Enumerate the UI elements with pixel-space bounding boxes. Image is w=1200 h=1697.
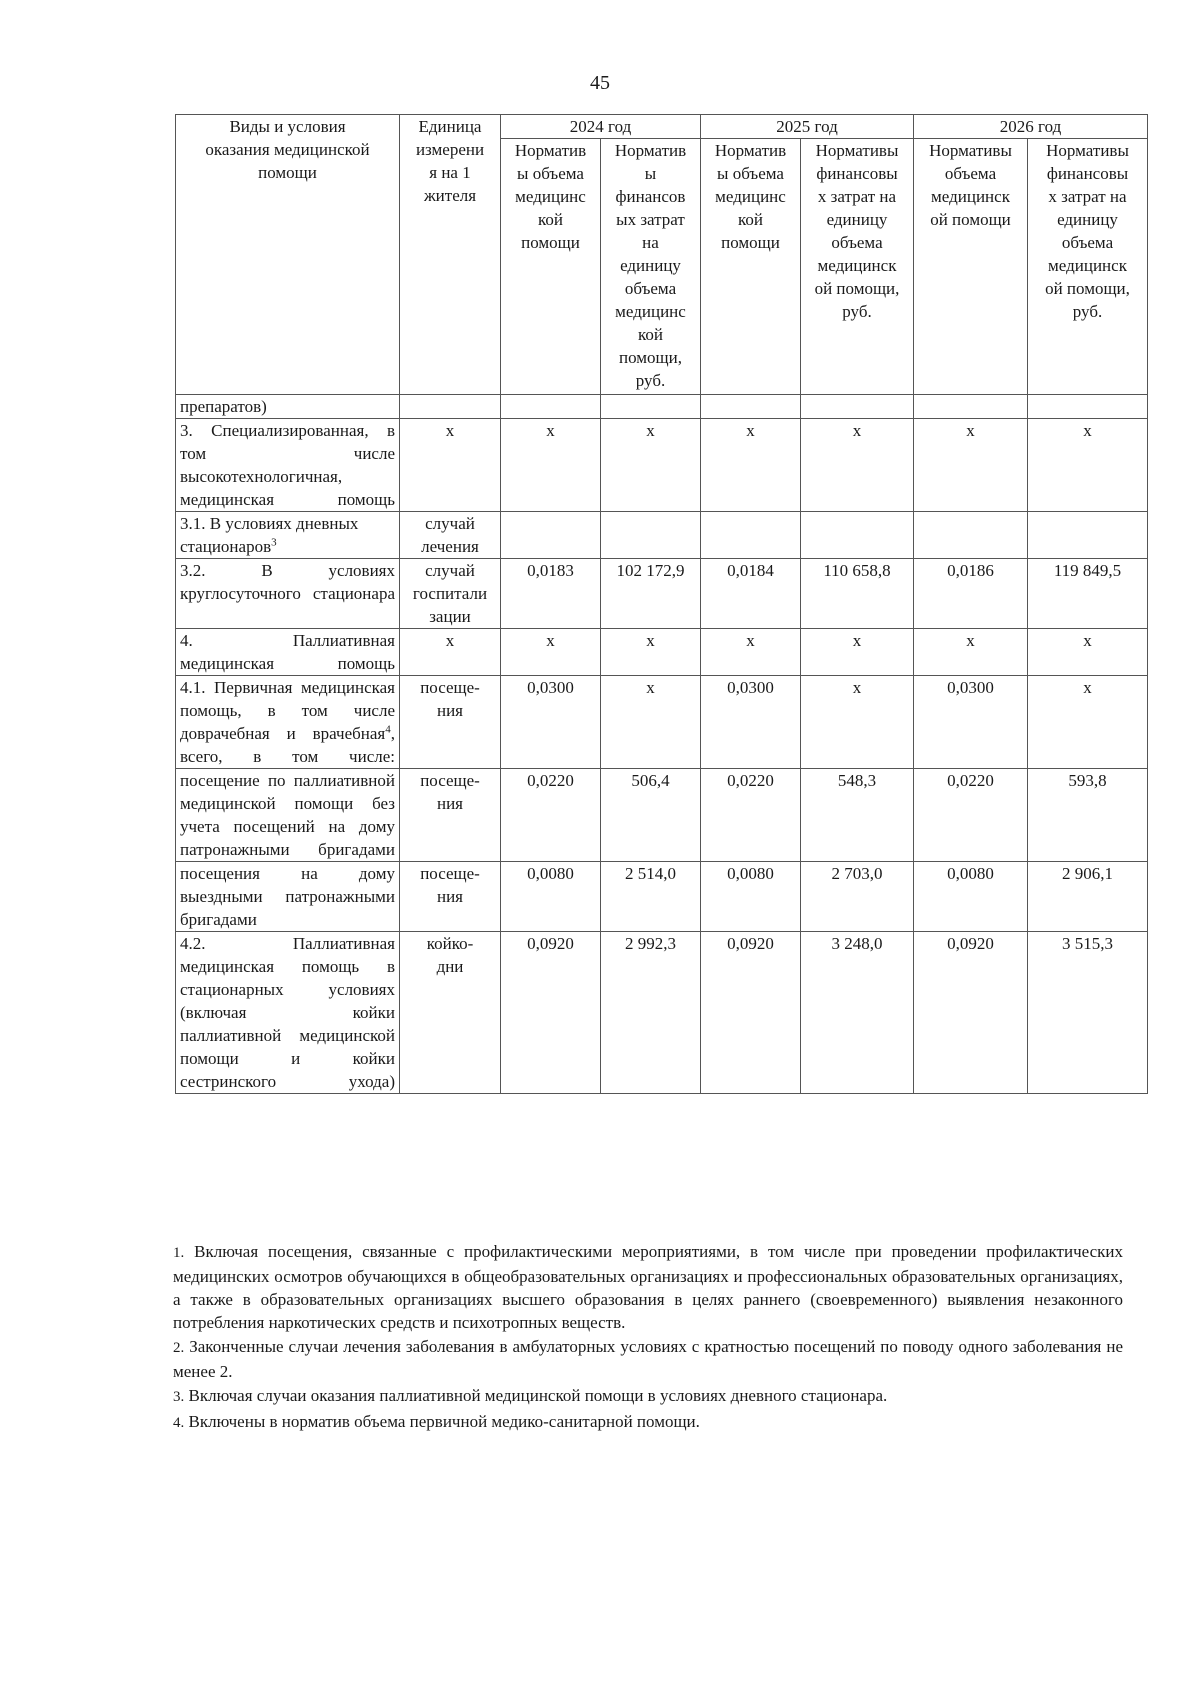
header-year-2026: 2026 год [914,115,1148,139]
footnote-text: Включая случаи оказания паллиативной медицинской помощи в условиях дневного стационара. [188,1386,888,1405]
cell-2025-volume: 0,0080 [701,862,801,932]
cell-2025-volume: х [701,419,801,512]
table-row [176,629,1148,676]
table-row [176,419,1148,512]
cell-2025-cost: 548,3 [801,769,914,862]
footnote-ref: 3 [271,536,277,549]
header-2026-volume: Нормативы объема медицинск ой помощи [914,139,1028,395]
table-row [176,862,1148,932]
cell-2025-volume: 0,0920 [701,932,801,1094]
row-label [176,676,400,769]
row-unit: случай лечения [400,512,501,559]
row-label: препаратов) [176,395,400,419]
cell-2026-volume: 0,0080 [914,862,1028,932]
cell-2026-volume: 0,0186 [914,559,1028,629]
header-2025-cost: Нормативы финансовы х затрат на единицу объема медицинск ой помощи, руб. [801,139,914,395]
cell-2026-volume: 0,0220 [914,769,1028,862]
cell-2024-cost: х [601,676,701,769]
table-row [176,395,1148,419]
cell-2026-cost [1028,512,1148,559]
cell-2025-cost [801,512,914,559]
row-unit: посеще- ния [400,769,501,862]
header-2024-cost: Норматив ы финансов ых затрат на единицу объема медицинс кой помощи, руб. [601,139,701,395]
cell-2025-volume: 0,0220 [701,769,801,862]
cell-2024-volume [501,512,601,559]
cell-2024-volume: 0,0183 [501,559,601,629]
cell-2025-volume: 0,0300 [701,676,801,769]
footnotes [173,1240,1123,1436]
cell-2024-cost: 506,4 [601,769,701,862]
row-label: 4. Паллиативная медицинская помощь [176,629,400,676]
footnote-text: Включая посещения, связанные с профилактическими мероприятиями, в том числе при проведении профилактических медицинских осмотров обучающихся в общеобразовательных организациях и профессиональных образовательных организациях, а также в образовательных организациях высшего образования в целях раннего (своевременного) выявления незаконного потребления наркотических средств и психотропных веществ. [173,1242,1123,1332]
row-unit: койко- дни [400,932,501,1094]
footnote-text: Законченные случаи лечения заболевания в амбулаторных условиях с кратностью посещений по поводу одного заболевания не менее 2. [173,1337,1124,1381]
norms-table [175,114,1148,1094]
row-label-text: 4.1. Первичная медицинская помощь, в том числе доврачебная и врачебная [180,678,395,743]
cell-2026-volume [914,395,1028,419]
cell-2026-volume: х [914,419,1028,512]
footnote-4 [173,1410,1123,1435]
cell-2024-volume: 0,0920 [501,932,601,1094]
cell-2025-volume: 0,0184 [701,559,801,629]
table-row [176,512,1148,559]
row-label-tail: , всего, в том числе: [180,724,395,766]
cell-2024-cost: 2 514,0 [601,862,701,932]
cell-2025-volume [701,395,801,419]
row-label-text: 3.1. В условиях дневных стационаров [180,514,359,556]
cell-2024-volume: х [501,629,601,676]
footnote-number: 2. [173,1340,185,1356]
header-year-2025: 2025 год [701,115,914,139]
cell-2024-volume: х [501,419,601,512]
footnote-1 [173,1240,1123,1334]
cell-2024-cost: 102 172,9 [601,559,701,629]
cell-2026-cost: х [1028,676,1148,769]
row-unit: х [400,419,501,512]
header-row-years [176,115,1148,139]
header-2024-volume: Норматив ы объема медицинс кой помощи [501,139,601,395]
row-label: посещение по паллиативной медицинской помощи без учета посещений на дому патронажными бригадами [176,769,400,862]
table-row [176,676,1148,769]
footnote-number: 4. [173,1415,185,1431]
cell-2025-cost: 110 658,8 [801,559,914,629]
footnote-number: 3. [173,1389,185,1405]
row-unit: случай госпитали зации [400,559,501,629]
row-unit: х [400,629,501,676]
row-unit: посеще- ния [400,676,501,769]
cell-2025-cost: 2 703,0 [801,862,914,932]
cell-2026-cost: 2 906,1 [1028,862,1148,932]
cell-2026-cost [1028,395,1148,419]
row-unit [400,395,501,419]
cell-2024-cost: 2 992,3 [601,932,701,1094]
cell-2026-volume: 0,0300 [914,676,1028,769]
row-label: 3. Специализированная, в том числе высокотехнологичная, медицинская помощь [176,419,400,512]
cell-2025-cost: х [801,629,914,676]
cell-2025-cost: 3 248,0 [801,932,914,1094]
footnote-3 [173,1384,1123,1409]
cell-2026-cost: х [1028,419,1148,512]
header-2026-cost: Нормативы финансовы х затрат на единицу объема медицинск ой помощи, руб. [1028,139,1148,395]
cell-2024-cost: х [601,629,701,676]
cell-2024-volume: 0,0080 [501,862,601,932]
row-unit: посеще- ния [400,862,501,932]
cell-2025-cost: х [801,419,914,512]
cell-2024-cost [601,512,701,559]
cell-2026-volume: х [914,629,1028,676]
cell-2026-cost: 119 849,5 [1028,559,1148,629]
cell-2024-cost [601,395,701,419]
footnote-text: Включены в норматив объема первичной медико-санитарной помощи. [188,1412,700,1431]
page-number: 45 [590,72,610,94]
cell-2025-cost [801,395,914,419]
header-year-2024: 2024 год [501,115,701,139]
cell-2024-volume: 0,0220 [501,769,601,862]
cell-2025-volume: х [701,629,801,676]
header-type-of-care: Виды и условия оказания медицинской помощи [176,115,400,395]
table-row [176,559,1148,629]
cell-2026-volume: 0,0920 [914,932,1028,1094]
row-label: 4.2. Паллиативная медицинская помощь в стационарных условиях (включая койки паллиативной медицинской помощи и койки сестринского ухода) [176,932,400,1094]
header-2025-volume: Норматив ы объема медицинс кой помощи [701,139,801,395]
cell-2025-volume [701,512,801,559]
footnote-ref: 4 [385,723,391,736]
cell-2026-cost: 593,8 [1028,769,1148,862]
table-row [176,932,1148,1094]
row-label [176,512,400,559]
row-label: 3.2. В условиях круглосуточного стационара [176,559,400,629]
header-unit: Единица измерени я на 1 жителя [400,115,501,395]
table-row [176,769,1148,862]
footnote-2 [173,1335,1123,1383]
cell-2026-cost: 3 515,3 [1028,932,1148,1094]
footnote-number: 1. [173,1245,185,1261]
cell-2024-cost: х [601,419,701,512]
cell-2026-volume [914,512,1028,559]
cell-2026-cost: х [1028,629,1148,676]
cell-2024-volume [501,395,601,419]
cell-2024-volume: 0,0300 [501,676,601,769]
row-label: посещения на дому выездными патронажными бригадами [176,862,400,932]
cell-2025-cost: х [801,676,914,769]
